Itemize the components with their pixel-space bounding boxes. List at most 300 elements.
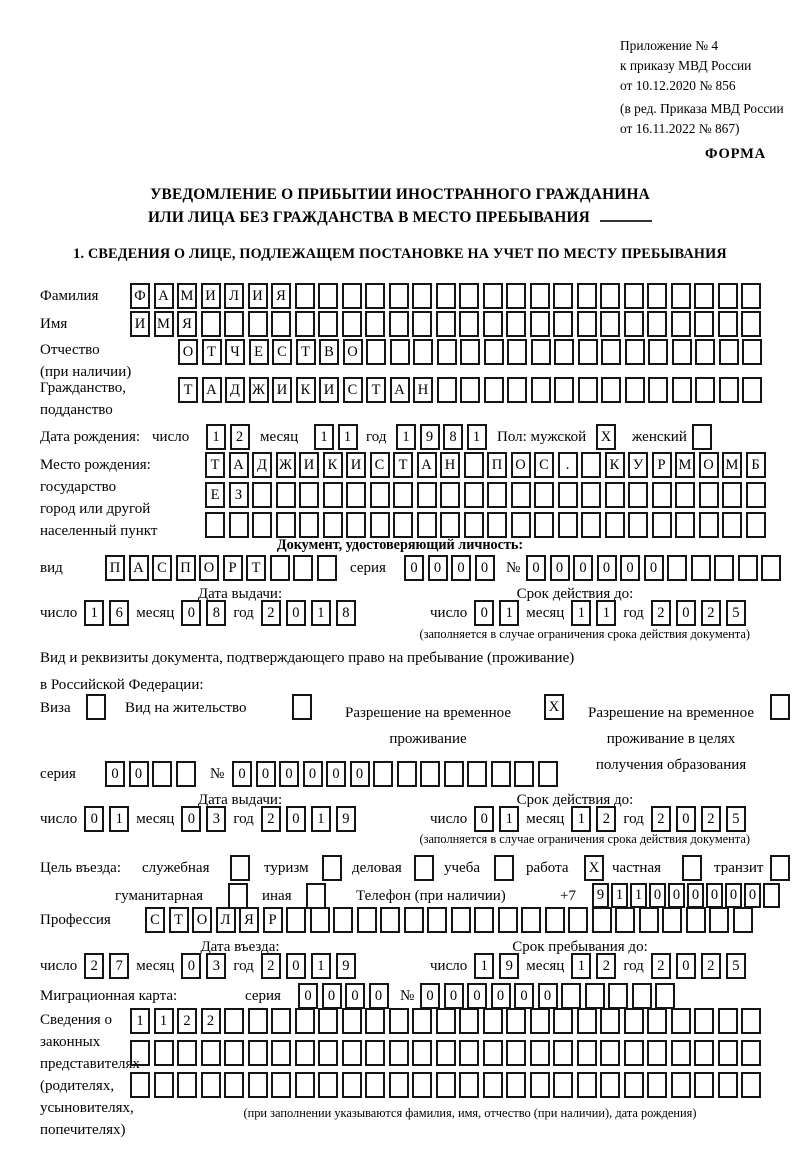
cell[interactable] — [228, 883, 248, 909]
cell[interactable] — [365, 283, 385, 309]
cell[interactable]: X — [584, 855, 604, 881]
cell[interactable] — [691, 555, 711, 581]
expiry-year-input[interactable] — [651, 600, 746, 626]
cell[interactable]: 8 — [206, 600, 226, 626]
cell[interactable] — [389, 1072, 409, 1098]
cell[interactable] — [714, 555, 734, 581]
cell[interactable]: 0 — [322, 983, 342, 1009]
cell[interactable] — [293, 555, 313, 581]
cell[interactable] — [346, 512, 366, 538]
cell[interactable] — [459, 283, 479, 309]
cell[interactable]: И — [272, 377, 292, 403]
cell[interactable]: С — [343, 377, 363, 403]
cell[interactable] — [671, 1072, 691, 1098]
cell[interactable] — [530, 311, 550, 337]
cell[interactable] — [323, 512, 343, 538]
issue-year-input[interactable] — [261, 600, 356, 626]
cell[interactable]: Ф — [130, 283, 150, 309]
cell[interactable] — [506, 311, 526, 337]
cell[interactable]: 0 — [84, 806, 104, 832]
cell[interactable]: М — [675, 452, 695, 478]
expiry-day-input[interactable] — [474, 600, 519, 626]
cell[interactable] — [248, 1008, 268, 1034]
cell[interactable]: 0 — [620, 555, 640, 581]
cell[interactable] — [628, 512, 648, 538]
cell[interactable] — [694, 1072, 714, 1098]
cell[interactable] — [459, 1040, 479, 1066]
birth-year-input[interactable] — [396, 424, 487, 450]
cell[interactable] — [511, 512, 531, 538]
cell[interactable]: 2 — [596, 953, 616, 979]
cell[interactable] — [511, 482, 531, 508]
cell[interactable] — [420, 761, 440, 787]
cell[interactable] — [699, 512, 719, 538]
cell[interactable]: А — [390, 377, 410, 403]
cell[interactable]: Р — [223, 555, 243, 581]
cell[interactable]: И — [201, 283, 221, 309]
cell[interactable] — [719, 339, 739, 365]
cell[interactable]: Я — [271, 283, 291, 309]
birth-month-input[interactable] — [314, 424, 358, 450]
cell[interactable]: 0 — [597, 555, 617, 581]
cell[interactable]: 2 — [651, 600, 671, 626]
cell[interactable] — [671, 1040, 691, 1066]
cell[interactable]: 5 — [726, 806, 746, 832]
cell[interactable] — [605, 482, 625, 508]
cell[interactable]: И — [248, 283, 268, 309]
cell[interactable] — [695, 339, 715, 365]
cell[interactable]: 0 — [573, 555, 593, 581]
cell[interactable]: Н — [440, 452, 460, 478]
cell[interactable] — [229, 512, 249, 538]
cell[interactable]: 8 — [443, 424, 463, 450]
cell[interactable]: 0 — [286, 806, 306, 832]
cell[interactable] — [694, 283, 714, 309]
cell[interactable] — [694, 1008, 714, 1034]
cell[interactable] — [709, 907, 729, 933]
cell[interactable] — [464, 512, 484, 538]
cell[interactable]: 0 — [350, 761, 370, 787]
cell[interactable]: 0 — [129, 761, 149, 787]
cell[interactable]: О — [178, 339, 198, 365]
cell[interactable]: 5 — [726, 953, 746, 979]
temp-residence-checkbox[interactable] — [544, 694, 564, 720]
cell[interactable] — [719, 377, 739, 403]
birth-place-input-row2[interactable] — [205, 482, 766, 508]
cell[interactable] — [323, 482, 343, 508]
cell[interactable]: М — [154, 311, 174, 337]
cell[interactable]: Т — [366, 377, 386, 403]
cell[interactable]: 0 — [256, 761, 276, 787]
cell[interactable]: 0 — [286, 953, 306, 979]
cell[interactable] — [671, 311, 691, 337]
cell[interactable] — [224, 311, 244, 337]
cell[interactable] — [177, 1040, 197, 1066]
representatives-input-row2[interactable] — [130, 1040, 761, 1066]
sex-female-checkbox[interactable] — [692, 424, 712, 450]
cell[interactable] — [600, 1040, 620, 1066]
cell[interactable]: 0 — [369, 983, 389, 1009]
cell[interactable] — [718, 1072, 738, 1098]
cell[interactable] — [413, 339, 433, 365]
cell[interactable] — [248, 311, 268, 337]
cell[interactable]: Ж — [249, 377, 269, 403]
cell[interactable]: X — [596, 424, 616, 450]
purpose-other-checkbox[interactable] — [306, 883, 326, 909]
stay-doc-series-input[interactable] — [105, 761, 196, 787]
cell[interactable] — [647, 1040, 667, 1066]
cell[interactable]: О — [511, 452, 531, 478]
cell[interactable]: О — [199, 555, 219, 581]
cell[interactable]: 2 — [261, 953, 281, 979]
cell[interactable]: 1 — [311, 600, 331, 626]
cell[interactable] — [624, 1040, 644, 1066]
cell[interactable]: 1 — [499, 600, 519, 626]
cell[interactable] — [507, 339, 527, 365]
cell[interactable]: 9 — [420, 424, 440, 450]
doc-kind-input[interactable] — [105, 555, 337, 581]
cell[interactable] — [342, 283, 362, 309]
given-name-input[interactable] — [130, 311, 761, 337]
cell[interactable] — [440, 512, 460, 538]
cell[interactable]: 9 — [499, 953, 519, 979]
cell[interactable] — [412, 283, 432, 309]
cell[interactable] — [484, 339, 504, 365]
cell[interactable]: 1 — [154, 1008, 174, 1034]
cell[interactable] — [624, 311, 644, 337]
cell[interactable] — [299, 512, 319, 538]
cell[interactable]: К — [296, 377, 316, 403]
cell[interactable] — [201, 311, 221, 337]
cell[interactable] — [498, 907, 518, 933]
cell[interactable]: Р — [652, 452, 672, 478]
cell[interactable] — [487, 512, 507, 538]
cell[interactable] — [718, 1008, 738, 1034]
cell[interactable] — [722, 512, 742, 538]
representatives-input-row3[interactable] — [130, 1072, 761, 1098]
cell[interactable] — [639, 907, 659, 933]
cell[interactable] — [270, 555, 290, 581]
cell[interactable]: В — [319, 339, 339, 365]
cell[interactable] — [373, 761, 393, 787]
cell[interactable]: А — [202, 377, 222, 403]
cell[interactable]: 1 — [571, 806, 591, 832]
cell[interactable] — [444, 761, 464, 787]
cell[interactable] — [682, 855, 702, 881]
cell[interactable]: С — [534, 452, 554, 478]
cell[interactable] — [299, 482, 319, 508]
cell[interactable] — [224, 1072, 244, 1098]
cell[interactable] — [271, 1072, 291, 1098]
cell[interactable]: 0 — [428, 555, 448, 581]
cell[interactable] — [437, 377, 457, 403]
stay-issue-month-input[interactable] — [181, 806, 226, 832]
cell[interactable] — [770, 694, 790, 720]
cell[interactable]: 0 — [706, 883, 723, 908]
cell[interactable]: Е — [205, 482, 225, 508]
cell[interactable] — [741, 1008, 761, 1034]
cell[interactable] — [671, 283, 691, 309]
cell[interactable] — [318, 283, 338, 309]
cell[interactable] — [692, 424, 712, 450]
cell[interactable]: 0 — [676, 953, 696, 979]
cell[interactable] — [152, 761, 172, 787]
cell[interactable] — [459, 1008, 479, 1034]
cell[interactable] — [322, 855, 342, 881]
cell[interactable] — [491, 761, 511, 787]
cell[interactable]: 2 — [230, 424, 250, 450]
cell[interactable]: 0 — [181, 806, 201, 832]
cell[interactable] — [389, 1008, 409, 1034]
cell[interactable] — [507, 377, 527, 403]
cell[interactable] — [761, 555, 781, 581]
cell[interactable] — [451, 907, 471, 933]
purpose-tourism-checkbox[interactable] — [322, 855, 342, 881]
cell[interactable] — [600, 1072, 620, 1098]
cell[interactable] — [474, 907, 494, 933]
cell[interactable] — [738, 555, 758, 581]
cell[interactable]: 0 — [644, 555, 664, 581]
cell[interactable]: 0 — [420, 983, 440, 1009]
cell[interactable] — [581, 452, 601, 478]
cell[interactable]: 2 — [651, 953, 671, 979]
cell[interactable] — [530, 1072, 550, 1098]
residence-permit-checkbox[interactable] — [292, 694, 312, 720]
cell[interactable] — [414, 855, 434, 881]
cell[interactable] — [310, 907, 330, 933]
cell[interactable] — [534, 512, 554, 538]
cell[interactable]: 0 — [687, 883, 704, 908]
cell[interactable]: Д — [225, 377, 245, 403]
sex-male-checkbox[interactable] — [596, 424, 616, 450]
cell[interactable]: 1 — [611, 883, 628, 908]
cell[interactable] — [248, 1040, 268, 1066]
cell[interactable] — [370, 482, 390, 508]
cell[interactable] — [177, 1072, 197, 1098]
cell[interactable]: 0 — [474, 806, 494, 832]
cell[interactable] — [412, 1040, 432, 1066]
cell[interactable] — [271, 1040, 291, 1066]
cell[interactable] — [86, 694, 106, 720]
cell[interactable] — [276, 482, 296, 508]
cell[interactable] — [558, 482, 578, 508]
cell[interactable] — [365, 311, 385, 337]
entry-year-input[interactable] — [261, 953, 356, 979]
cell[interactable] — [600, 1008, 620, 1034]
stay-until-year-input[interactable] — [651, 953, 746, 979]
cell[interactable] — [333, 907, 353, 933]
purpose-business-checkbox[interactable] — [414, 855, 434, 881]
cell[interactable] — [506, 1040, 526, 1066]
cell[interactable] — [746, 482, 766, 508]
cell[interactable]: 1 — [338, 424, 358, 450]
cell[interactable] — [436, 1040, 456, 1066]
cell[interactable] — [585, 983, 605, 1009]
cell[interactable] — [675, 512, 695, 538]
entry-month-input[interactable] — [181, 953, 226, 979]
cell[interactable] — [647, 311, 667, 337]
cell[interactable]: 0 — [303, 761, 323, 787]
cell[interactable] — [628, 482, 648, 508]
cell[interactable]: Д — [252, 452, 272, 478]
cell[interactable]: 1 — [109, 806, 129, 832]
cell[interactable] — [342, 1040, 362, 1066]
cell[interactable] — [718, 283, 738, 309]
cell[interactable] — [652, 482, 672, 508]
cell[interactable] — [624, 1008, 644, 1034]
cell[interactable]: 1 — [314, 424, 334, 450]
cell[interactable] — [600, 311, 620, 337]
cell[interactable] — [412, 1072, 432, 1098]
cell[interactable] — [534, 482, 554, 508]
cell[interactable] — [436, 1072, 456, 1098]
cell[interactable] — [130, 1072, 150, 1098]
cell[interactable] — [342, 1072, 362, 1098]
cell[interactable] — [459, 311, 479, 337]
cell[interactable]: 1 — [499, 806, 519, 832]
cell[interactable]: А — [229, 452, 249, 478]
cell[interactable] — [648, 377, 668, 403]
cell[interactable] — [248, 1072, 268, 1098]
cell[interactable] — [412, 311, 432, 337]
cell[interactable]: 0 — [668, 883, 685, 908]
stay-issue-day-input[interactable] — [84, 806, 129, 832]
cell[interactable]: 1 — [596, 600, 616, 626]
cell[interactable] — [205, 512, 225, 538]
cell[interactable] — [252, 482, 272, 508]
cell[interactable] — [648, 339, 668, 365]
cell[interactable]: Т — [296, 339, 316, 365]
cell[interactable] — [581, 482, 601, 508]
cell[interactable]: 2 — [261, 806, 281, 832]
cell[interactable] — [295, 283, 315, 309]
cell[interactable] — [553, 1072, 573, 1098]
cell[interactable] — [176, 761, 196, 787]
cell[interactable]: 0 — [404, 555, 424, 581]
cell[interactable]: А — [129, 555, 149, 581]
cell[interactable]: X — [544, 694, 564, 720]
cell[interactable] — [201, 1040, 221, 1066]
cell[interactable] — [460, 377, 480, 403]
cell[interactable] — [292, 694, 312, 720]
cell[interactable]: И — [299, 452, 319, 478]
cell[interactable]: 0 — [451, 555, 471, 581]
cell[interactable] — [652, 512, 672, 538]
cell[interactable]: 2 — [261, 600, 281, 626]
stay-expiry-day-input[interactable] — [474, 806, 519, 832]
cell[interactable] — [459, 1072, 479, 1098]
cell[interactable]: Т — [202, 339, 222, 365]
cell[interactable]: 1 — [311, 953, 331, 979]
cell[interactable] — [625, 339, 645, 365]
cell[interactable] — [763, 883, 780, 908]
expiry-month-input[interactable] — [571, 600, 616, 626]
cell[interactable]: 5 — [726, 600, 746, 626]
cell[interactable] — [393, 482, 413, 508]
cell[interactable] — [647, 1072, 667, 1098]
cell[interactable]: 2 — [596, 806, 616, 832]
cell[interactable]: 0 — [181, 600, 201, 626]
cell[interactable] — [295, 1072, 315, 1098]
cell[interactable]: 0 — [526, 555, 546, 581]
cell[interactable] — [154, 1072, 174, 1098]
cell[interactable] — [671, 1008, 691, 1034]
cell[interactable] — [741, 283, 761, 309]
cell[interactable]: 1 — [130, 1008, 150, 1034]
cell[interactable] — [201, 1072, 221, 1098]
cell[interactable]: 1 — [571, 600, 591, 626]
cell[interactable]: 0 — [744, 883, 761, 908]
cell[interactable] — [467, 761, 487, 787]
cell[interactable]: 9 — [336, 953, 356, 979]
cell[interactable]: 0 — [474, 600, 494, 626]
cell[interactable] — [577, 1040, 597, 1066]
cell[interactable]: С — [272, 339, 292, 365]
cell[interactable] — [770, 855, 790, 881]
cell[interactable]: М — [722, 452, 742, 478]
cell[interactable]: К — [605, 452, 625, 478]
cell[interactable] — [554, 339, 574, 365]
cell[interactable] — [306, 883, 326, 909]
cell[interactable] — [224, 1040, 244, 1066]
cell[interactable] — [389, 283, 409, 309]
purpose-official-checkbox[interactable] — [230, 855, 250, 881]
cell[interactable] — [483, 283, 503, 309]
purpose-transit-checkbox[interactable] — [770, 855, 790, 881]
cell[interactable] — [694, 311, 714, 337]
cell[interactable] — [483, 1040, 503, 1066]
cell[interactable] — [667, 555, 687, 581]
cell[interactable] — [530, 1040, 550, 1066]
cell[interactable]: К — [323, 452, 343, 478]
cell[interactable]: О — [343, 339, 363, 365]
cell[interactable]: А — [154, 283, 174, 309]
cell[interactable] — [624, 1072, 644, 1098]
stay-until-month-input[interactable] — [571, 953, 616, 979]
cell[interactable] — [741, 311, 761, 337]
cell[interactable]: Б — [746, 452, 766, 478]
cell[interactable] — [365, 1072, 385, 1098]
surname-input[interactable] — [130, 283, 761, 309]
cell[interactable] — [601, 377, 621, 403]
cell[interactable] — [224, 1008, 244, 1034]
cell[interactable] — [436, 311, 456, 337]
cell[interactable] — [601, 339, 621, 365]
cell[interactable] — [647, 1008, 667, 1034]
cell[interactable]: 6 — [109, 600, 129, 626]
cell[interactable]: 0 — [514, 983, 534, 1009]
cell[interactable] — [718, 311, 738, 337]
cell[interactable]: 1 — [206, 424, 226, 450]
cell[interactable] — [699, 482, 719, 508]
cell[interactable]: П — [176, 555, 196, 581]
cell[interactable] — [365, 1040, 385, 1066]
entry-day-input[interactable] — [84, 953, 129, 979]
cell[interactable]: 0 — [286, 600, 306, 626]
stay-issue-year-input[interactable] — [261, 806, 356, 832]
cell[interactable]: . — [558, 452, 578, 478]
cell[interactable] — [746, 512, 766, 538]
cell[interactable] — [286, 907, 306, 933]
cell[interactable]: 8 — [336, 600, 356, 626]
cell[interactable] — [252, 512, 272, 538]
cell[interactable]: Е — [249, 339, 269, 365]
birth-place-input-row1[interactable] — [205, 452, 766, 478]
cell[interactable] — [318, 1040, 338, 1066]
cell[interactable]: З — [229, 482, 249, 508]
cell[interactable] — [514, 761, 534, 787]
cell[interactable] — [295, 1040, 315, 1066]
